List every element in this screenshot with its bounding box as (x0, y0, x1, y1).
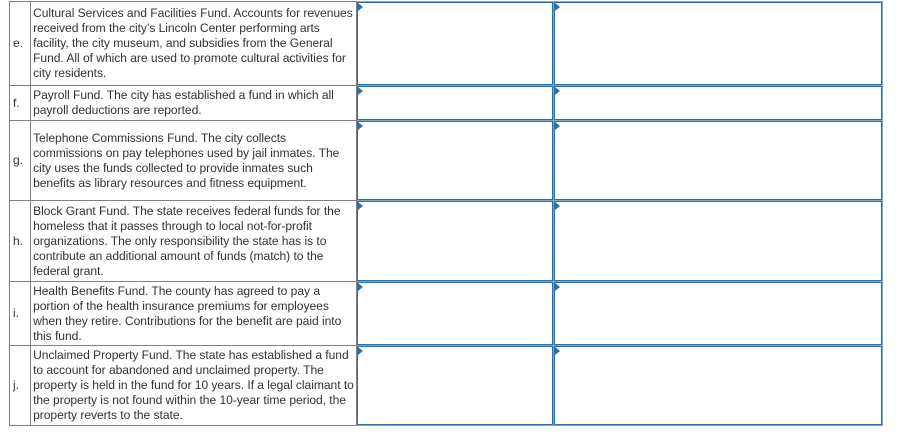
table-row (10, 2, 883, 86)
dropdown-marker-icon (555, 87, 560, 95)
row-description: Telephone Commissions Fund. The city collects commissions on pay telephones used by jail inmates. The city uses the funds collected to provide inmates such benefits as library resources and fitness equipment. (31, 121, 357, 201)
fund-type-dropdown[interactable] (357, 346, 554, 426)
row-description: Block Grant Fund. The state receives federal funds for the homeless that it passes through to local not-for-profit organizations. The only responsibility the state has is to contribute an additional amount of funds (match) to the federal grant. (31, 201, 357, 282)
row-description: Health Benefits Fund. The county has agreed to pay a portion of the health insurance premiums for employees when they retire. Contributions for the benefit are paid into this fund. (31, 282, 357, 346)
fund-type-dropdown[interactable] (357, 86, 554, 121)
table-row (10, 86, 883, 121)
fund-classification-table (9, 1, 883, 426)
reporting-dropdown[interactable] (553, 346, 882, 426)
dropdown-marker-icon (555, 347, 560, 355)
dropdown-marker-icon (358, 122, 363, 130)
dropdown-marker-icon (555, 283, 560, 291)
row-letter: g. (10, 121, 31, 201)
row-letter: h. (10, 201, 31, 282)
fund-type-dropdown[interactable] (357, 201, 554, 282)
reporting-dropdown[interactable] (553, 282, 882, 346)
dropdown-marker-icon (555, 122, 560, 130)
table-row (10, 121, 883, 201)
row-description: Payroll Fund. The city has established a fund in which all payroll deductions are reported. (31, 86, 357, 121)
reporting-dropdown[interactable] (553, 2, 882, 86)
reporting-dropdown[interactable] (553, 121, 882, 201)
fund-type-dropdown[interactable] (357, 2, 554, 86)
dropdown-marker-icon (358, 283, 363, 291)
row-letter: f. (10, 86, 31, 121)
row-letter: e. (10, 2, 31, 86)
dropdown-marker-icon (555, 202, 560, 210)
row-letter: j. (10, 346, 31, 426)
row-description: Cultural Services and Facilities Fund. Accounts for revenues received from the city’s Lincoln Center performing arts facility, the city museum, and subsidies from the General Fund. All of which are used to promote cultural activities for city residents. (31, 2, 357, 86)
fund-type-dropdown[interactable] (357, 121, 554, 201)
table-row (10, 282, 883, 346)
dropdown-marker-icon (555, 3, 560, 11)
row-description: Unclaimed Property Fund. The state has established a fund to account for abandoned and unclaimed property. The property is held in the fund for 10 years. If a legal claimant to the property is not found within the 10-year time period, the property reverts to the state. (31, 346, 357, 426)
reporting-dropdown[interactable] (553, 86, 882, 121)
table-row (10, 346, 883, 426)
dropdown-marker-icon (358, 87, 363, 95)
dropdown-marker-icon (358, 3, 363, 11)
fund-type-dropdown[interactable] (357, 282, 554, 346)
table-row (10, 201, 883, 282)
dropdown-marker-icon (358, 202, 363, 210)
row-letter: i. (10, 282, 31, 346)
dropdown-marker-icon (358, 347, 363, 355)
reporting-dropdown[interactable] (553, 201, 882, 282)
